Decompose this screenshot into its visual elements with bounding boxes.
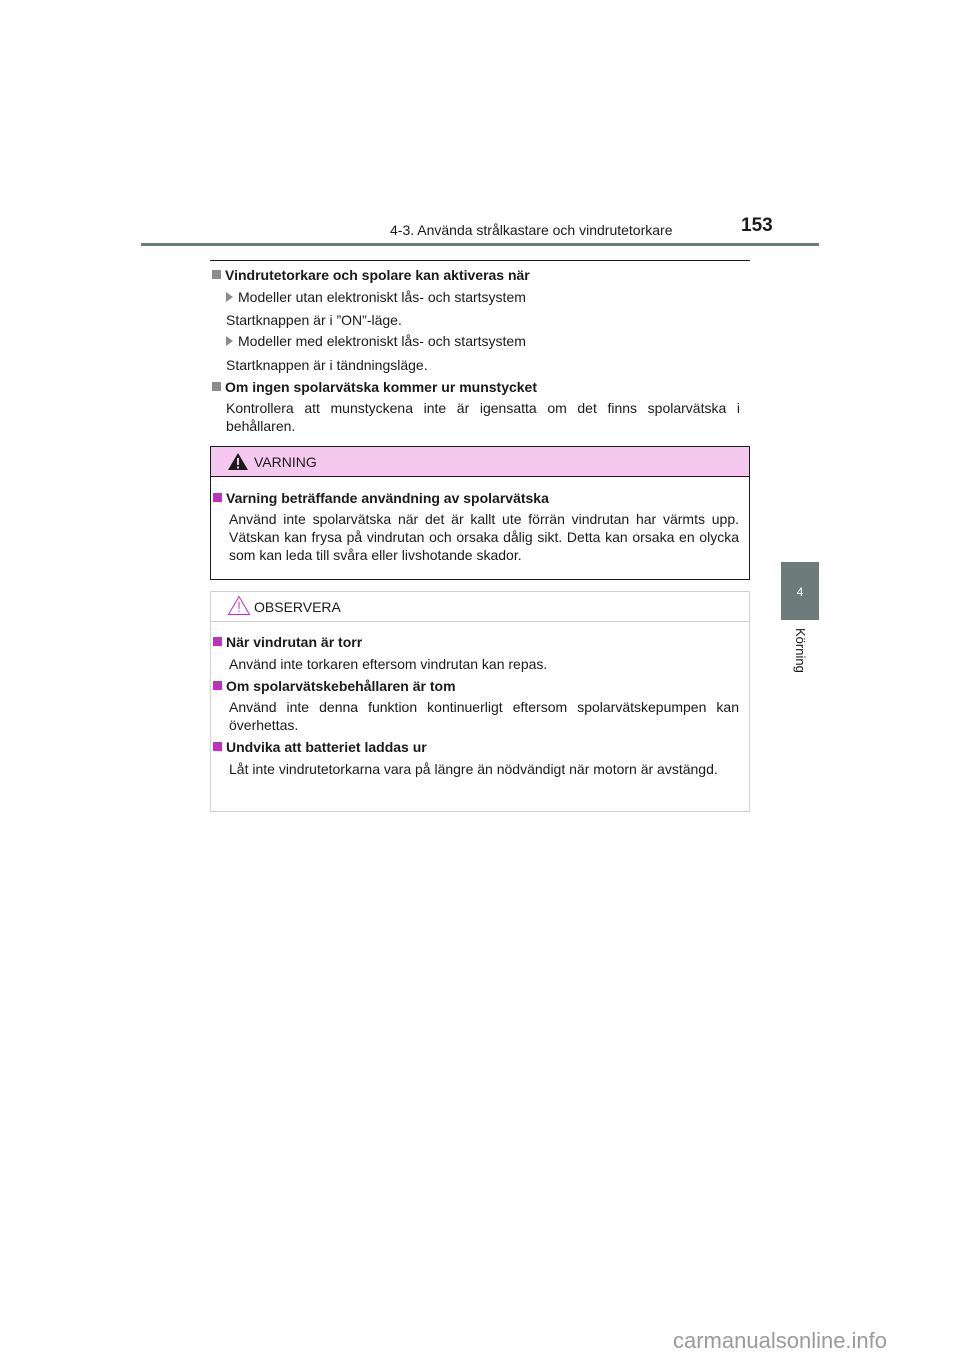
- square-bullet-icon: [213, 742, 222, 751]
- header-rule: [141, 243, 819, 246]
- warning-heading: Varning beträffande användning av spolarvätska: [213, 490, 549, 506]
- square-bullet-icon: [212, 382, 221, 391]
- notice-heading: Undvika att batteriet laddas ur: [213, 739, 427, 755]
- warning-text: Använd inte spolarvätska när det är kallt ute förrän vindrutan har värmts upp. Vätskan kan frysa på vindrutan och orsaka dålig sikt. Detta kan orsaka en olycka som kan leda till svåra eller livshotande skador.: [229, 511, 739, 563]
- warning-box: [210, 446, 750, 580]
- notice-label: OBSERVERA: [254, 599, 341, 615]
- notice-text: Låt inte vindrutetorkarna vara på längre än nödvändigt när motorn är avstängd.: [229, 761, 718, 777]
- triangle-bullet-icon: [226, 336, 233, 346]
- square-bullet-icon: [213, 493, 222, 502]
- watermark: carmanualsonline.info: [673, 1328, 888, 1353]
- caution-triangle-outline-icon: [227, 595, 251, 616]
- section-heading: Vindrutetorkare och spolare kan aktiveras när: [212, 267, 530, 283]
- body-text: Kontrollera att munstyckena inte är igensatta om det finns spolarvätska i behållaren.: [226, 400, 740, 434]
- square-bullet-icon: [213, 637, 222, 646]
- chapter-tab: [781, 562, 819, 620]
- page-number: 153: [741, 215, 773, 236]
- model-bullet: Modeller med elektroniskt lås- och startsystem: [226, 333, 526, 349]
- warning-header: [211, 447, 749, 477]
- square-bullet-icon: [213, 681, 222, 690]
- section-heading: Om ingen spolarvätska kommer ur munstycket: [212, 379, 537, 395]
- triangle-bullet-icon: [226, 292, 233, 302]
- warning-label: VARNING: [254, 454, 317, 470]
- notice-header: [211, 592, 749, 622]
- chapter-label: [780, 628, 820, 688]
- square-bullet-icon: [212, 270, 221, 279]
- notice-heading: När vindrutan är torr: [213, 634, 362, 650]
- chapter-label-text: Körning: [793, 628, 808, 673]
- warning-triangle-icon: [227, 452, 249, 471]
- content-rule: [210, 260, 750, 261]
- body-text: Startknappen är i tändningsläge.: [226, 357, 428, 373]
- body-text: Startknappen är i ”ON”-läge.: [226, 312, 402, 328]
- page-header-title: 4-3. Använda strålkastare och vindrutetorkare: [390, 222, 673, 238]
- notice-text: Använd inte torkaren eftersom vindrutan kan repas.: [229, 656, 548, 672]
- notice-heading: Om spolarvätskebehållaren är tom: [213, 678, 456, 694]
- notice-text: Använd inte denna funktion kontinuerligt eftersom spolarvätskepumpen kan överhettas.: [229, 699, 739, 733]
- chapter-number: 4: [796, 585, 804, 599]
- notice-box: [210, 591, 750, 812]
- model-bullet: Modeller utan elektroniskt lås- och startsystem: [226, 289, 526, 305]
